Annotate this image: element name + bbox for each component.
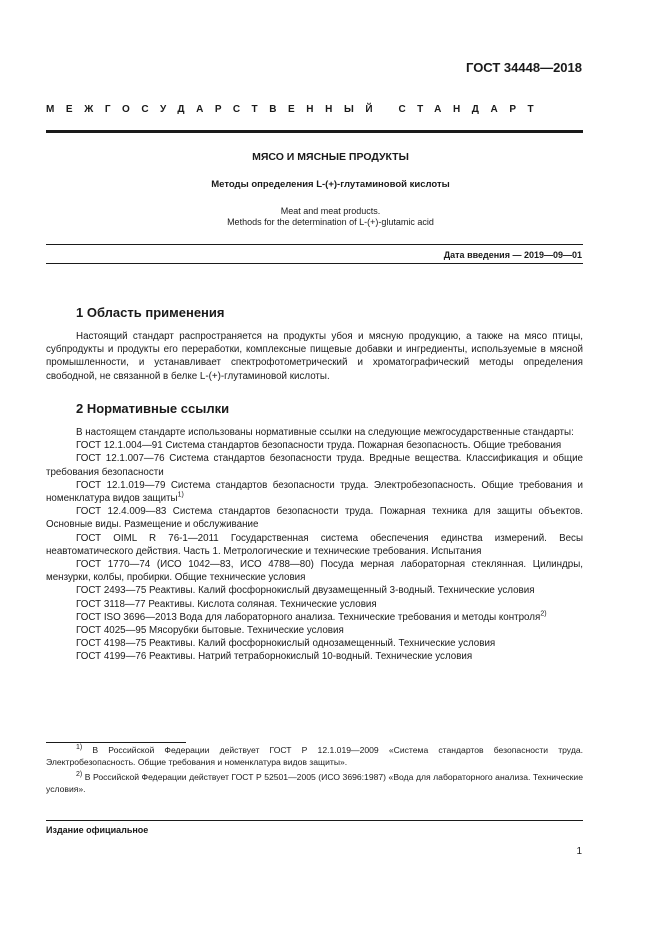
footnote-divider (46, 742, 186, 743)
reference-item: ГОСТ 1770—74 (ИСО 1042—83, ИСО 4788—80) Посуда мерная лабораторная стеклянная. Цилиндры, мензурки, колбы, пробирки. Общие технические условия (46, 559, 583, 584)
section-2-heading: 2 Нормативные ссылки (76, 401, 230, 416)
scope-paragraph: Настоящий стандарт распространяется на продукты убоя и мясную продукцию, а также на мясо птицы, субпродукты и продукты его переработки, комплексные пищевые добавки и ингредиенты, используемые в мясной промышленности, и устанавливает спектрофотометрический и хроматографический методы определения свободной, не связанной в белке L-(+)-глутаминовой кислоты. (46, 331, 583, 382)
official-edition-label: Издание официальное (46, 825, 149, 835)
footnote-item: $^{2)}$ В Российской Федерации действует ГОСТ Р 52501—2005 (ИСО 3696:1987) «Вода для лабораторного анализа. Технические условия». (46, 771, 583, 794)
reference-item: ГОСТ 4199—76 Реактивы. Натрий тетраборнокислый 10-водный. Технические условия (76, 651, 473, 663)
footnote-marker[interactable]: 1) (177, 491, 184, 499)
english-title-line-1: Meat and meat products. (280, 206, 381, 216)
reference-item: ГОСТ 12.1.007—76 Система стандартов безопасности труда. Вредные вещества. Классификация и общие требования безопасности (46, 453, 583, 478)
normative-references (46, 426, 583, 664)
footnote-item: $^{1)}$ В Российской Федерации действует ГОСТ Р 12.1.019—2009 «Система стандартов безопасности труда. Электробезопасность. Общие требования и номенклатура видов защиты». (46, 744, 583, 767)
footer-divider (46, 820, 583, 821)
english-title-line-2: Methods for the determination of L-(+)-glutamic acid (227, 217, 434, 227)
english-title (0, 206, 661, 228)
document-subtitle: Методы определения L-(+)-глутаминовой кислоты (211, 179, 450, 190)
interstate-standard-banner: МЕЖГОСУДАРСТВЕННЫЙ СТАНДАРТ (46, 104, 546, 115)
reference-item: ГОСТ 4025—95 Мясорубки бытовые. Технические условия (76, 625, 344, 637)
document-title: МЯСО И МЯСНЫЕ ПРОДУКТЫ (252, 151, 409, 163)
reference-item: ГОСТ 4198—75 Реактивы. Калий фосфорнокислый однозамещенный. Технические условия (76, 638, 496, 650)
section-1-text (46, 330, 583, 383)
reference-item: ГОСТ 2493—75 Реактивы. Калий фосфорнокислый двузамещенный 3-водный. Технические условия (76, 585, 535, 597)
reference-item: ГОСТ ISO 3696—2013 Вода для лабораторного анализа. Технические требования и методы контроля$^{2)}$ (76, 610, 547, 623)
references-intro: В настоящем стандарте использованы нормативные ссылки на следующие межгосударственные стандарты: (76, 427, 574, 438)
date-divider (46, 263, 583, 264)
title-divider (46, 244, 583, 245)
header-divider (46, 130, 583, 133)
gost-number: ГОСТ 34448—2018 (466, 60, 582, 75)
reference-item: ГОСТ 12.1.019—79 Система стандартов безопасности труда. Электробезопасность. Общие требования и номенклатура видов защиты$^{1)}$ (46, 479, 583, 505)
footnote-marker[interactable]: 2) (540, 610, 547, 618)
introduction-date: Дата введения — 2019—09—01 (443, 250, 582, 260)
reference-item: ГОСТ OIML R 76-1—2011 Государственная система обеспечения единства измерений. Весы неавтоматического действия. Часть 1. Метрологические и технические требования. Испытания (46, 532, 583, 557)
footnotes (46, 744, 583, 798)
reference-item: ГОСТ 12.1.004—91 Система стандартов безопасности труда. Пожарная безопасность. Общие требования (76, 440, 562, 452)
page-number: 1 (576, 846, 582, 857)
reference-item: ГОСТ 12.4.009—83 Система стандартов безопасности труда. Пожарная техника для защиты объектов. Основные виды. Размещение и обслуживание (46, 506, 583, 531)
reference-item: ГОСТ 3118—77 Реактивы. Кислота соляная. Технические условия (76, 598, 377, 610)
section-1-heading: 1 Область применения (76, 305, 225, 320)
